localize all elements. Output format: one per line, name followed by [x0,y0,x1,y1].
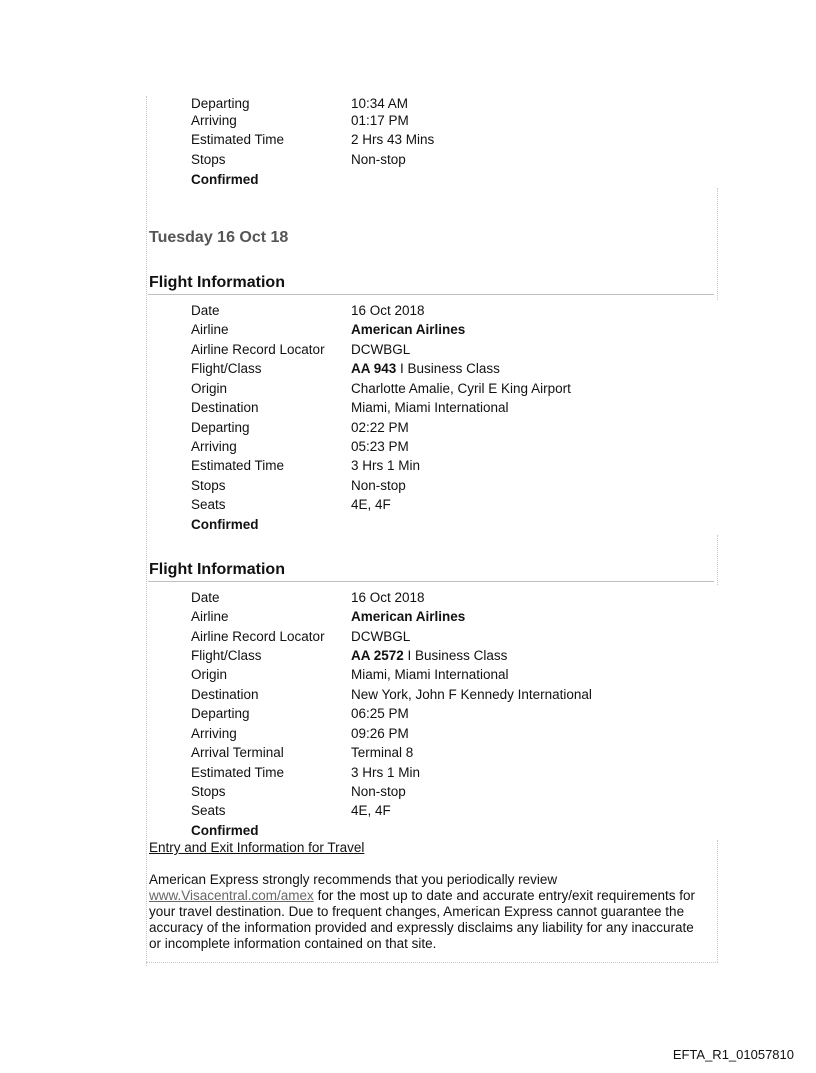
row-label: Airline Record Locator [191,629,325,644]
row-label: Destination [191,400,259,415]
row-value: Non-stop [351,152,406,167]
row-value: Non-stop [351,478,406,493]
row-label: Stops [191,784,226,799]
separator: I [403,648,416,663]
row-label: Origin [191,381,228,396]
separator: I [396,361,408,376]
visacentral-link[interactable]: www.Visacentral.com/amex [149,888,314,903]
row-label: Departing [191,706,250,721]
section-divider [148,581,714,582]
row-value: 06:25 PM [351,706,409,721]
row-label: Seats [191,803,226,818]
row-label: Airline Record Locator [191,342,325,357]
row-value: DCWBGL [351,342,411,357]
row-label: Date [191,303,220,318]
row-label: Airline [191,609,229,624]
row-label: Stops [191,478,226,493]
row-label: Estimated Time [191,458,285,473]
right-border-1 [717,188,718,300]
paragraph-text: for the most up to date and accurate entry/exit requirements for your travel destination. Due to frequent changes, American Express cannot guarantee the accuracy of the information provided and expressly disclaims any liability for any inaccurate or incomplete information contained on that site. [149,888,696,951]
cabin-class: Business Class [407,361,500,376]
row-value: 16 Oct 2018 [351,303,425,318]
right-border-3 [717,840,718,962]
row-label: Flight/Class [191,648,262,663]
section-divider [148,294,714,295]
flight-number: AA 2572 [351,648,404,663]
row-value: Terminal 8 [351,745,414,760]
right-border-2 [717,535,718,585]
row-label: Date [191,590,220,605]
left-border [146,96,147,966]
document-id: EFTA_R1_01057810 [672,1047,794,1062]
row-label: Arrival Terminal [191,745,284,760]
row-value: 4E, 4F [351,803,391,818]
row-label: Airline [191,322,229,337]
section-title: Flight Information [149,561,285,578]
paragraph-text: American Express strongly recommends that you periodically review [149,872,558,887]
row-label: Seats [191,497,226,512]
row-value: 4E, 4F [351,497,391,512]
row-label: Arriving [191,113,237,128]
row-value: New York, John F Kennedy International [351,687,592,702]
row-label: Stops [191,152,226,167]
row-value: Non-stop [351,784,406,799]
status-text: Confirmed [191,517,259,532]
flight-number: AA 943 [351,361,397,376]
row-value: 3 Hrs 1 Min [351,765,421,780]
row-value: 2 Hrs 43 Mins [351,132,435,147]
row-value: 09:26 PM [351,726,409,741]
status-text: Confirmed [191,172,259,187]
row-value: American Airlines [351,609,466,624]
row-value [351,359,500,378]
section-title: Flight Information [149,274,285,291]
row-value: 3 Hrs 1 Min [351,458,421,473]
row-label: Origin [191,667,228,682]
row-value: DCWBGL [351,629,411,644]
row-value: Miami, Miami International [351,400,509,415]
status-text: Confirmed [191,823,259,838]
row-value: 01:17 PM [351,113,409,128]
row-label: Departing [191,420,250,435]
row-label: Departing [191,96,250,111]
entry-exit-paragraph [149,872,709,952]
row-label: Destination [191,687,259,702]
cabin-class: Business Class [415,648,508,663]
row-value: Charlotte Amalie, Cyril E King Airport [351,381,571,396]
entry-exit-title: Entry and Exit Information for Travel [149,840,365,855]
row-value [351,646,507,665]
row-value: Miami, Miami International [351,667,509,682]
row-label: Estimated Time [191,765,285,780]
row-label: Estimated Time [191,132,285,147]
row-label: Arriving [191,726,237,741]
row-value: 16 Oct 2018 [351,590,425,605]
row-value: 05:23 PM [351,439,409,454]
row-value: 10:34 AM [351,96,409,111]
bottom-border [146,962,718,963]
row-label: Flight/Class [191,361,262,376]
day-heading: Tuesday 16 Oct 18 [149,229,289,246]
row-label: Arriving [191,439,237,454]
row-value: American Airlines [351,322,466,337]
row-value: 02:22 PM [351,420,409,435]
